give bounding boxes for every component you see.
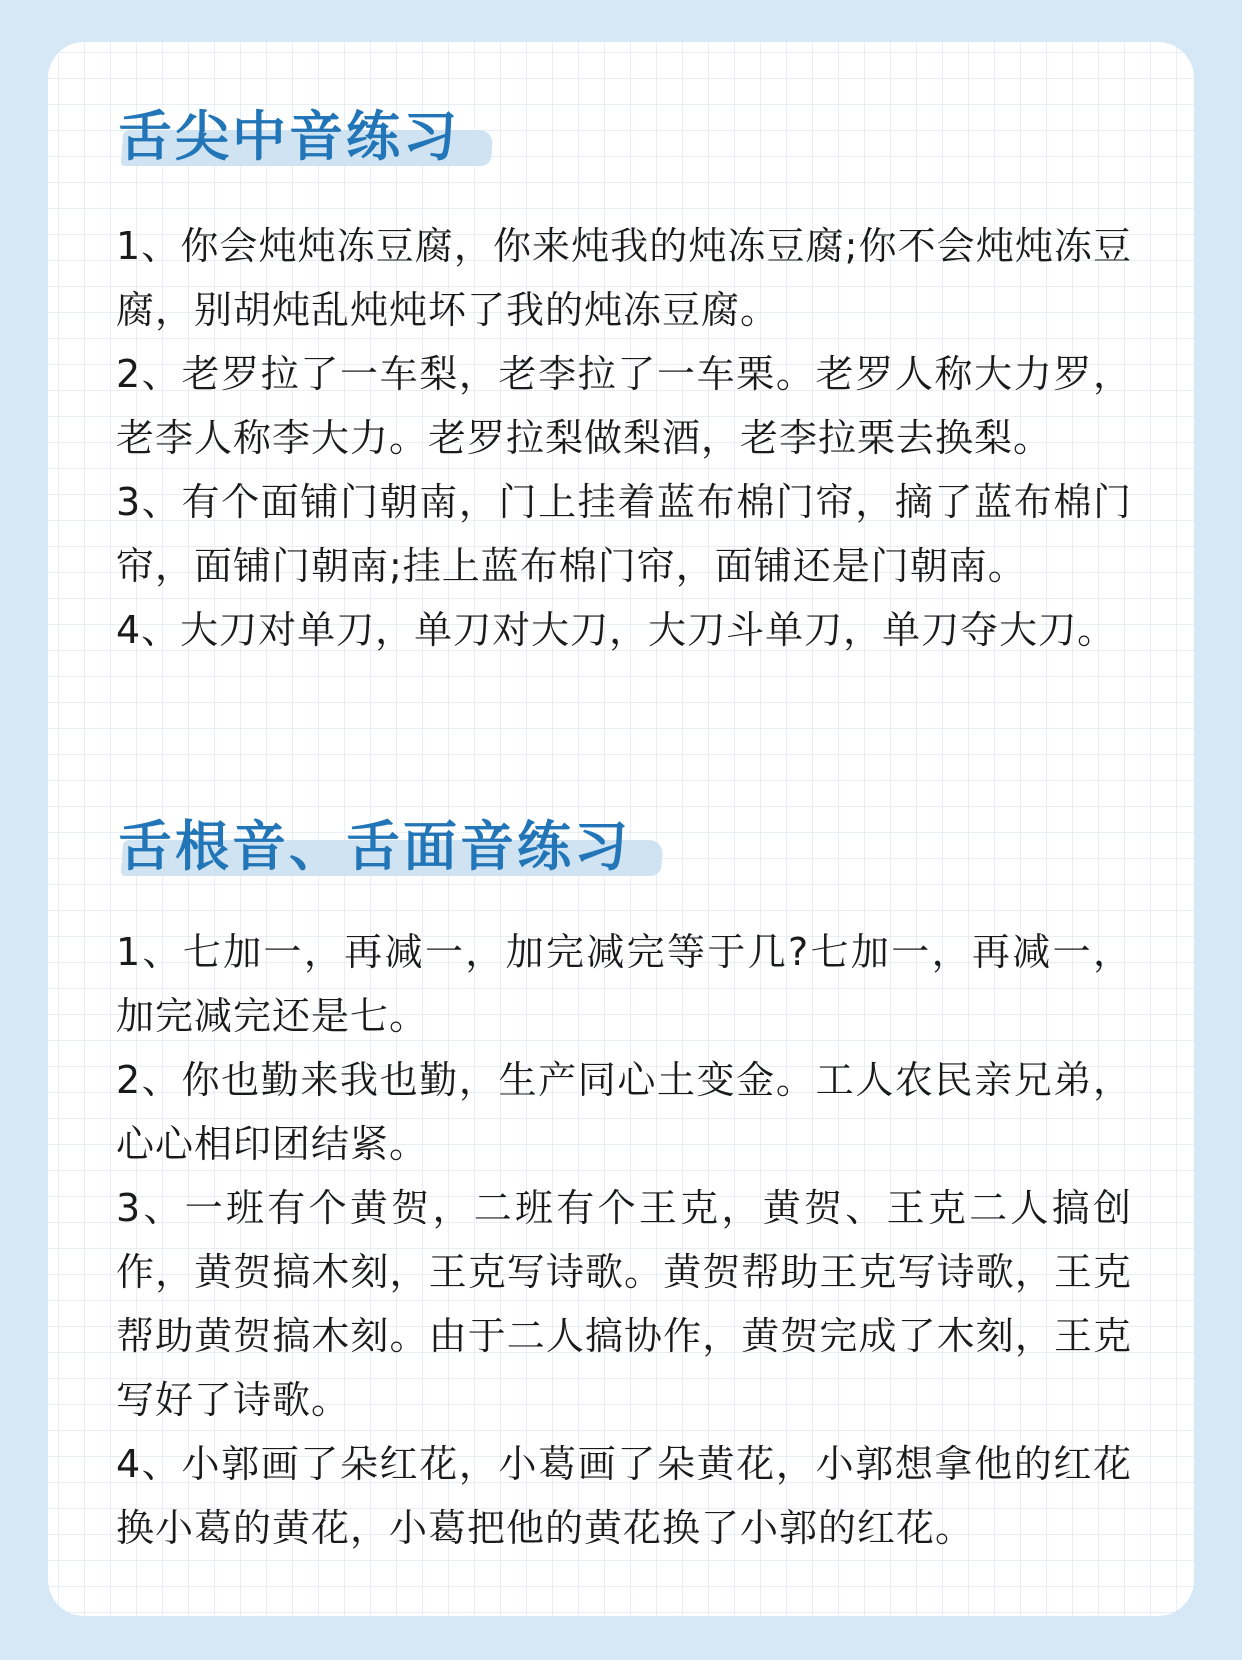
section-title-2: 舌根音、舌面音练习: [118, 815, 631, 878]
practice-item: 3、一班有个黄贺，二班有个王克，黄贺、王克二人搞创作，黄贺搞木刻，王克写诗歌。黄贺帮助王克写诗歌，王克帮助黄贺搞木刻。由于二人搞协作，黄贺完成了木刻，王克写好了诗歌。: [116, 1186, 1132, 1422]
practice-item: 1、七加一，再减一，加完减完等于几?七加一，再减一，加完减完还是七。: [116, 930, 1132, 1038]
section-title-1: 舌尖中音练习: [118, 105, 460, 168]
section-body-2: [116, 920, 1132, 1560]
practice-item: 2、老罗拉了一车梨，老李拉了一车栗。老罗人称大力罗，老李人称李大力。老罗拉梨做梨酒，老李拉栗去换梨。: [116, 352, 1132, 460]
practice-item: 4、小郭画了朵红花，小葛画了朵黄花，小郭想拿他的红花换小葛的黄花，小葛把他的黄花换了小郭的红花。: [116, 1442, 1132, 1550]
practice-item: 2、你也勤来我也勤，生产同心土变金。工人农民亲兄弟，心心相印团结紧。: [116, 1058, 1132, 1166]
practice-item: 4、大刀对单刀，单刀对大刀，大刀斗单刀，单刀夺大刀。: [116, 608, 1117, 652]
section-body-1: [116, 214, 1132, 662]
practice-item: 3、有个面铺门朝南，门上挂着蓝布棉门帘，摘了蓝布棉门帘，面铺门朝南;挂上蓝布棉门帘，面铺还是门朝南。: [116, 480, 1132, 588]
practice-item: 1、你会炖炖冻豆腐，你来炖我的炖冻豆腐;你不会炖炖冻豆腐，别胡炖乱炖炖坏了我的炖冻豆腐。: [116, 224, 1132, 332]
